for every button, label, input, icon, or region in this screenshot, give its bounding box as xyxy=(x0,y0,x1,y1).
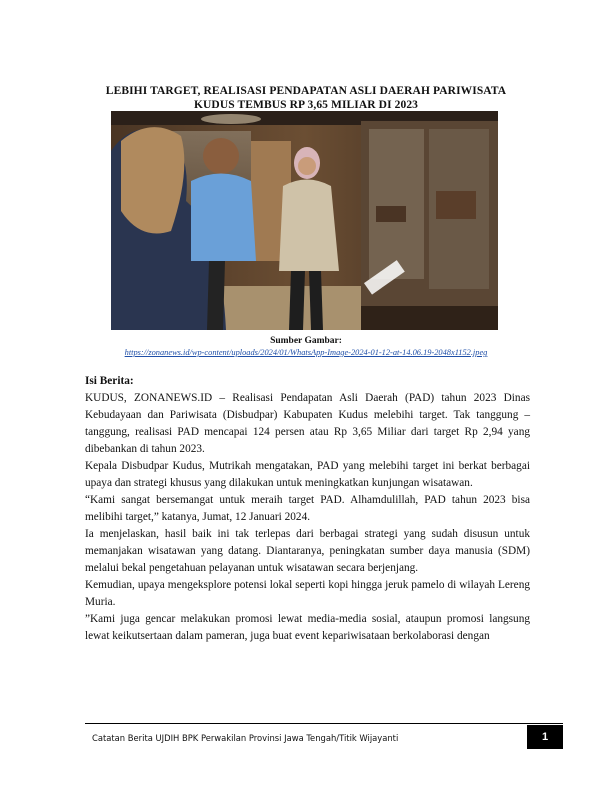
paragraph-1: KUDUS, ZONANEWS.ID – Realisasi Pendapatan Asli Daerah (PAD) tahun 2023 Dinas Kebudayaan dan Pariwisata (Disbudpar) Kabupaten Kudus melebihi target. Tak tanggung – tanggung, realisasi PAD mencapai 124 persen atau Rp 3,65 Miliar dari target Rp 2,94 yang dibebankan di tahun 2023. xyxy=(85,392,530,455)
section-heading: Isi Berita: xyxy=(85,375,134,387)
page-number: 1 xyxy=(527,725,563,749)
paragraph-2: Kepala Disbudpar Kudus, Mutrikah mengatakan, PAD yang melebihi target ini berkat berbagai upaya dan strategi khusus yang dilakukan untuk meningkatkan kunjungan wisatawan. xyxy=(85,460,530,489)
paragraph-4: Ia menjelaskan, hasil baik ini tak terlepas dari berbagai strategi yang sudah disusun untuk memanjakan wisatawan yang datang. Diantaranya, peningkatan sumber daya manusia (SDM) melalui bekal pengetahuan pelayanan untuk wisatawan secara berjenjang. xyxy=(85,528,530,574)
caption-label: Sumber Gambar: xyxy=(270,336,342,346)
paragraph-5: Kemudian, upaya mengeksplore potensi lokal seperti kopi hingga jeruk pamelo di wilayah Lereng Muria. xyxy=(85,579,530,608)
paragraph-6: ”Kami juga gencar melakukan promosi lewat media-media sosial, ataupun promosi langsung lewat keikutsertaan dalam pameran, juga buat event kepariwisataan berkolaborasi dengan xyxy=(85,613,530,642)
paragraph-3: “Kami sangat bersemangat untuk meraih target PAD. Alhamdulillah, PAD tahun 2023 bisa melibihi target,” katanya, Jumat, 12 Januari 2024. xyxy=(85,494,530,523)
title-line-2: KUDUS TEMBUS RP 3,65 MILIAR DI 2023 xyxy=(193,99,419,111)
title-line-1: LEBIHI TARGET, REALISASI PENDAPATAN ASLI DAERAH PARIWISATA xyxy=(105,85,507,97)
news-photo xyxy=(111,111,498,330)
source-link[interactable]: https://zonanews.id/wp-content/uploads/2024/01/WhatsApp-Image-2024-01-12-at-14.06.19-2048x1152.jpeg xyxy=(124,348,488,357)
footer-divider xyxy=(85,723,563,724)
footer-text: Catatan Berita UJDIH BPK Perwakilan Provinsi Jawa Tengah/Titik Wijayanti xyxy=(92,733,399,743)
article-body xyxy=(85,373,530,645)
article-title xyxy=(60,84,552,112)
image-caption xyxy=(60,335,552,359)
